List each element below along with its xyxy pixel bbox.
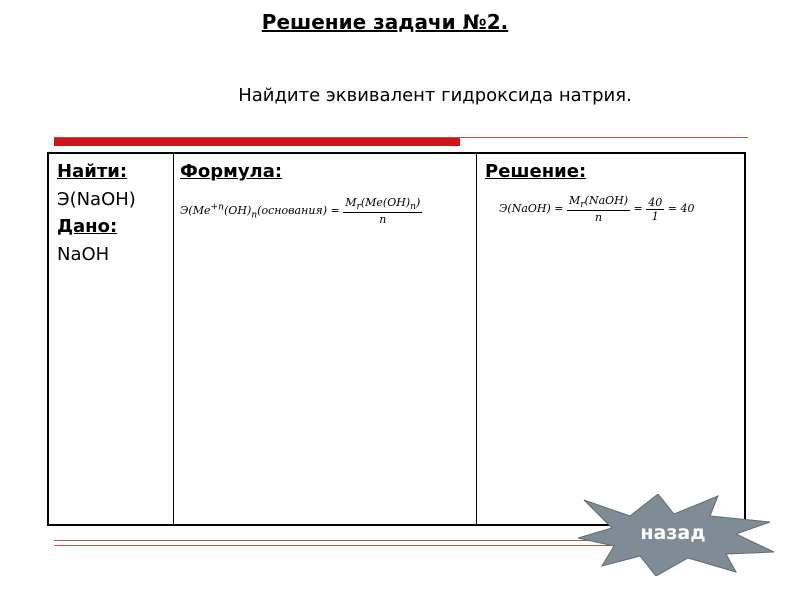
equivalent-formula: $Э(Me^{+n}(OH)_n(основания)$ = $\frac{M_r(Me(OH)_n)}{n}$ bbox=[180, 196, 421, 227]
given-header: Дано: bbox=[57, 216, 118, 237]
solution-fraction-2: $\frac{40}{1}$ bbox=[648, 195, 663, 223]
solution-table bbox=[47, 152, 746, 526]
formula-fraction: $\frac{M_r(Me(OH)_n)}{n}$ bbox=[345, 196, 421, 227]
divider-top bbox=[54, 137, 748, 138]
accent-red-bar bbox=[54, 137, 460, 146]
given-value: NaOH bbox=[57, 244, 110, 265]
find-value: Э(NaOH) bbox=[57, 189, 136, 210]
back-button-label: назад bbox=[640, 522, 706, 544]
back-button[interactable] bbox=[578, 494, 774, 576]
formula-column bbox=[174, 154, 477, 524]
solution-column bbox=[477, 154, 744, 524]
solution-fraction-1: $\frac{M_r(NaOH)}{n}$ bbox=[569, 194, 629, 225]
find-column bbox=[49, 154, 174, 524]
solution-header: Решение: bbox=[485, 161, 587, 182]
page-title: Решение задачи №2. bbox=[261, 10, 509, 34]
find-header: Найти: bbox=[57, 161, 128, 182]
solution-formula: Э(NaOH) = $\frac{M_r(NaOH)}{n}$ = $\frac{40}{1}$ = 40 bbox=[499, 194, 695, 225]
formula-header: Формула: bbox=[180, 161, 283, 182]
task-subtitle: Найдите эквивалент гидроксида натрия. bbox=[238, 85, 632, 106]
